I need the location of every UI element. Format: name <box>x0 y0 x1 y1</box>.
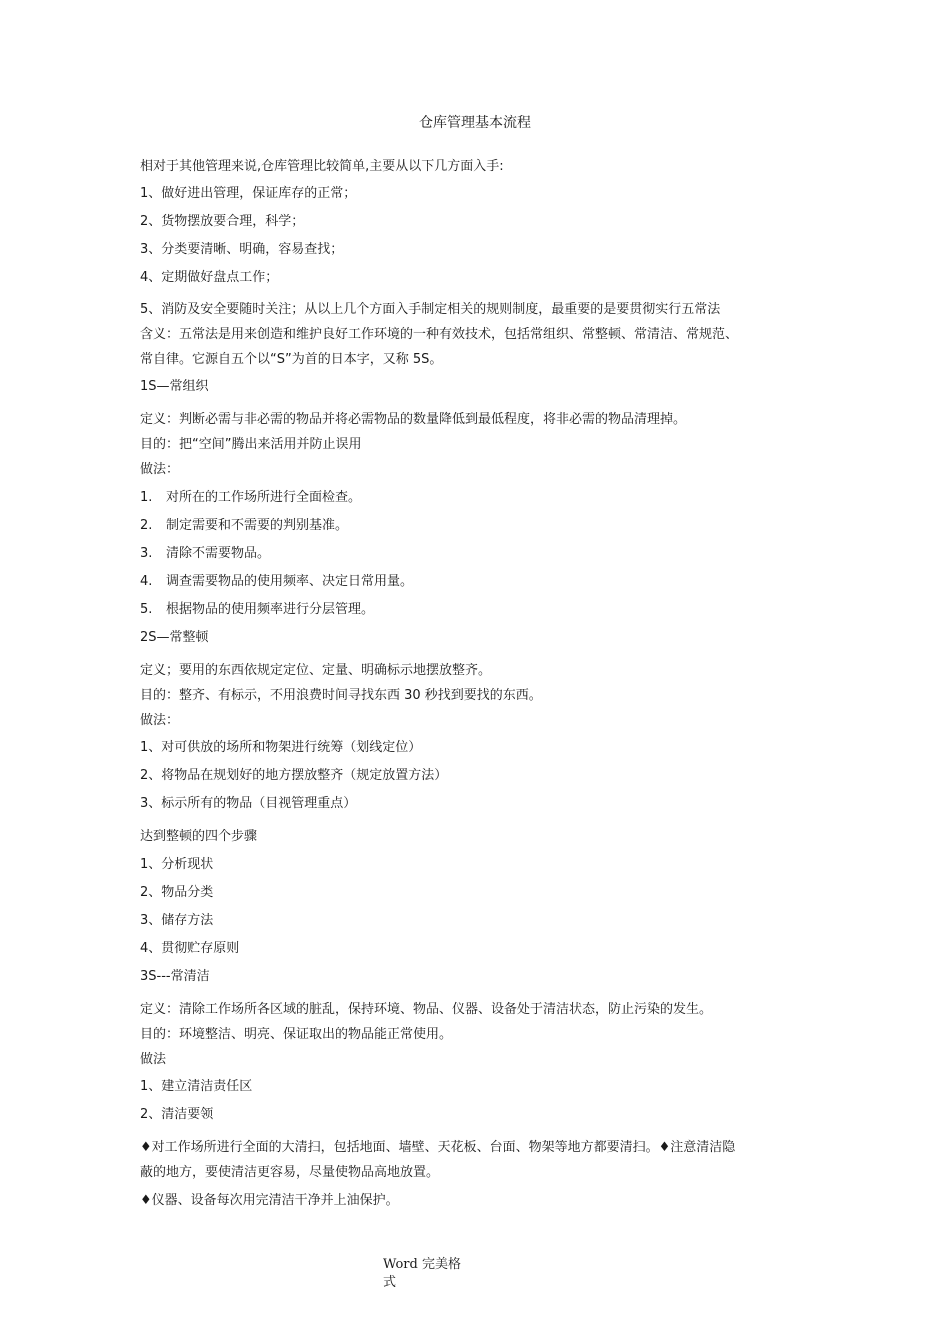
list-text: 清除不需要物品。 <box>166 546 271 561</box>
list-item: 4、贯彻贮存原则 <box>140 941 240 956</box>
list-text: 对所在的工作场所进行全面检查。 <box>166 490 362 505</box>
definition-1s: 定义：判断必需与非必需的物品并将必需物品的数量降低到最低程度，将非必需的物品清理掉。 <box>140 412 687 427</box>
method-label-1s: 做法： <box>140 462 180 477</box>
bullet-line: 蔽的地方，要使清洁更容易，尽量使物品高地放置。 <box>140 1165 440 1180</box>
list-text: 调查需要物品的使用频率、决定日常用量。 <box>166 574 414 589</box>
purpose-2s: 目的：整齐、有标示，不用浪费时间寻找东西 30 秒找到要找的东西。 <box>140 688 542 703</box>
bullet-line: ♦对工作场所进行全面的大清扫，包括地面、墙壁、天花板、台面、物架等地方都要清扫。♦注意清洁隐 <box>140 1140 736 1155</box>
list-item: 1、建立清洁责任区 <box>140 1079 253 1094</box>
principle-item: 1、做好进出管理，保证库存的正常； <box>140 186 357 201</box>
principle-item: 4、定期做好盘点工作； <box>140 270 279 285</box>
principle-item: 2、货物摆放要合理，科学； <box>140 214 305 229</box>
list-number: 3. <box>140 546 153 561</box>
list-number: 1. <box>140 490 153 505</box>
footer-line: Word 完美格 <box>383 1257 461 1272</box>
list-item: 2、物品分类 <box>140 885 214 900</box>
list-item: 1、分析现状 <box>140 857 214 872</box>
page-footer <box>383 1256 461 1292</box>
list-item: 3、标示所有的物品（目视管理重点） <box>140 796 357 811</box>
method-label-2s: 做法： <box>140 713 180 728</box>
list-item: 2、将物品在规划好的地方摆放整齐（规定放置方法） <box>140 768 448 783</box>
list-text: 根据物品的使用频率进行分层管理。 <box>166 602 375 617</box>
list-text: 制定需要和不需要的判别基准。 <box>166 518 349 533</box>
purpose-3s: 目的：环境整洁、明亮、保证取出的物品能正常使用。 <box>140 1027 453 1042</box>
section-heading-2s: 2S—常整顿 <box>140 630 209 645</box>
section-heading-1s: 1S—常组织 <box>140 379 209 394</box>
list-item <box>140 517 348 535</box>
list-item <box>140 545 270 563</box>
principle-item: 3、分类要清晰、明确，容易查找； <box>140 242 344 257</box>
definition-3s: 定义：清除工作场所各区域的脏乱，保持环境、物品、仪器、设备处于清洁状态，防止污染的发生。 <box>140 1002 713 1017</box>
list-item: 2、清洁要领 <box>140 1107 214 1122</box>
meaning-line: 含义：五常法是用来创造和维护良好工作环境的一种有效技术，包括常组织、常整顿、常清洁、常规范、 <box>140 327 739 342</box>
list-number: 5. <box>140 602 153 617</box>
principle-item: 5、消防及安全要随时关注；从以上几个方面入手制定相关的规则制度，最重要的是要贯彻实行五常法 <box>140 302 721 317</box>
section-heading-3s: 3S---常清洁 <box>140 969 210 984</box>
meaning-line: 常自律。它源自五个以“S”为首的日本字，又称 5S。 <box>140 352 443 367</box>
footer-line: 式 <box>383 1275 397 1290</box>
four-steps-label: 达到整顿的四个步骤 <box>140 829 258 844</box>
list-item <box>140 573 413 591</box>
list-item <box>140 489 361 507</box>
list-item <box>140 601 374 619</box>
intro-text: 相对于其他管理来说,仓库管理比较简单,主要从以下几方面入手: <box>140 159 504 174</box>
list-number: 4. <box>140 574 153 589</box>
bullet-line: ♦仪器、设备每次用完清洁干净并上油保护。 <box>140 1193 399 1208</box>
list-number: 2. <box>140 518 153 533</box>
definition-2s: 定义；要用的东西依规定定位、定量、明确标示地摆放整齐。 <box>140 663 492 678</box>
list-item: 1、对可供放的场所和物架进行统筹（划线定位） <box>140 740 422 755</box>
method-label-3s: 做法 <box>140 1052 167 1067</box>
purpose-1s: 目的：把“空间”腾出来活用并防止误用 <box>140 437 362 452</box>
page-title: 仓库管理基本流程 <box>419 115 531 131</box>
list-item: 3、储存方法 <box>140 913 214 928</box>
